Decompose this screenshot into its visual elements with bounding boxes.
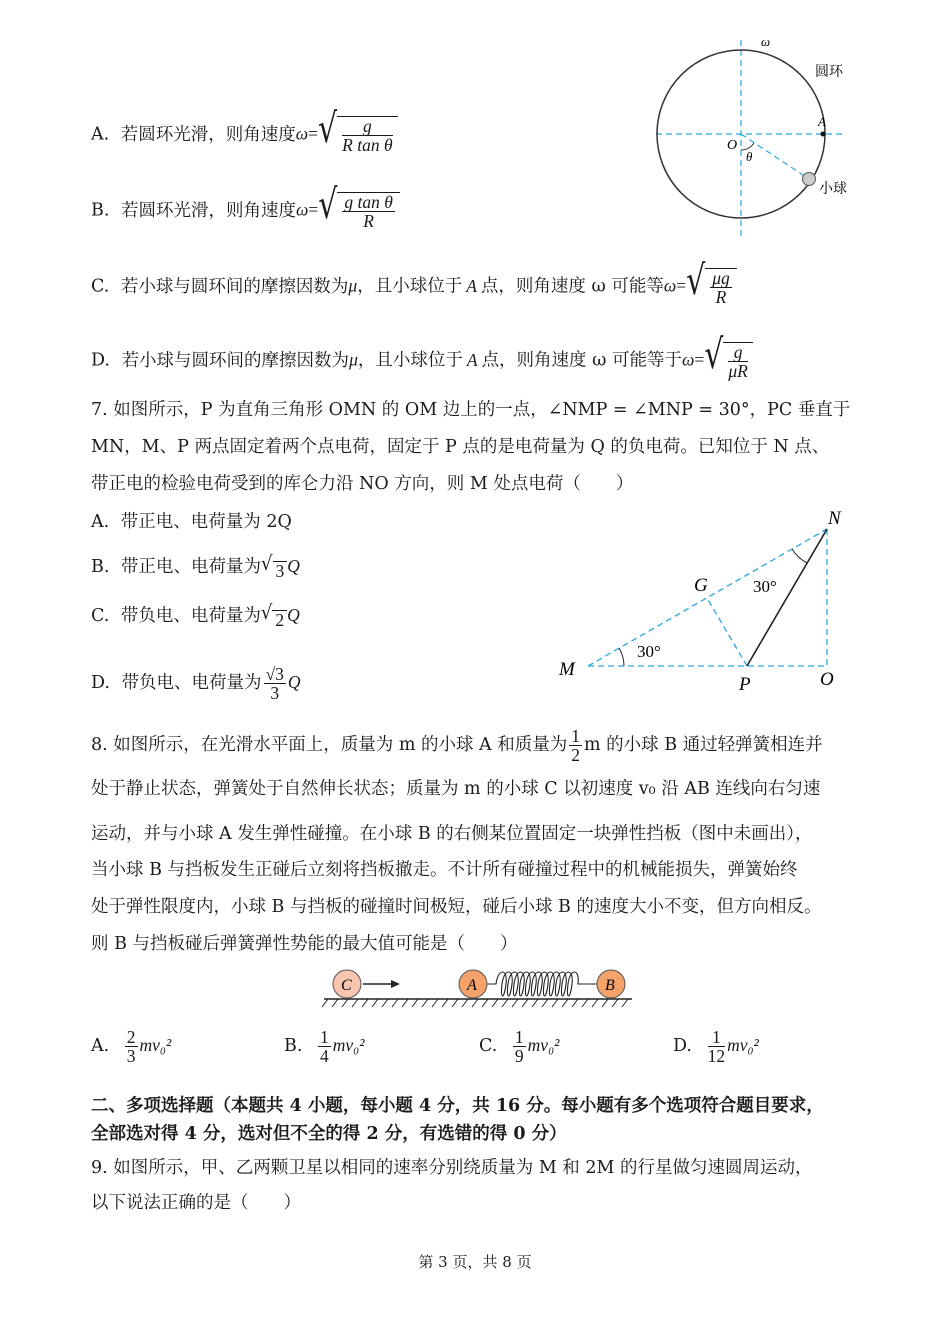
q8-line-1: 8. 如图所示，在光滑水平面上，质量为 m 的小球 A 和质量为 $\frac{1}{2}$ m 的小球 B 通过轻弹簧相连并	[91, 726, 823, 765]
ground-hatch	[322, 999, 628, 1007]
label-angle-n: 30°	[753, 577, 777, 596]
q8-option-d: D. $\frac{1}{12}$ mv₀²	[673, 1027, 759, 1066]
q8-option-a: A. $\frac{2}{3}$ mv₀²	[91, 1027, 172, 1066]
q6-option-c: C. 若小球与圆环间的摩擦因数为μ，且小球位于 A 点，则角速度 ω 可能等ω= √ $\frac{\mu g}{R}$	[91, 268, 737, 306]
label-g: G	[694, 575, 708, 596]
sqrt-expression: √ $\frac{\text{g tan θ}}{R}$	[318, 192, 400, 230]
q7-line-1: 7. 如图所示，P 为直角三角形 OMN 的 OM 边上的一点，∠NMP = ∠MNP = 30°，PC 垂直于	[91, 400, 851, 420]
angle-arc-n	[792, 549, 807, 563]
center-label: O	[727, 138, 738, 153]
q6-option-d: D. 若小球与圆环间的摩擦因数为μ，且小球位于 A 点，则角速度 ω 可能等于ω= √ $\frac{g}{\mu R}$	[91, 342, 753, 380]
theta-label: θ	[746, 149, 753, 164]
triangle-figure	[555, 505, 855, 695]
q7-option-b: B. 带正电、电荷量为 √ 3 Q	[91, 552, 300, 581]
ball-label: 小球	[819, 182, 847, 197]
q8-line-5: 处于弹性限度内，小球 B 与挡板的碰撞时间极短，碰后小球 B 的速度大小不变，但方向相反。	[91, 897, 822, 917]
q7-line-3: 带正电的检验电荷受到的库仑力沿 NO 方向，则 M 处点电荷（ ）	[91, 474, 634, 494]
q8-option-c: C. $\frac{1}{9}$ mv₀²	[479, 1027, 560, 1066]
q8-line-3: 运动，并与小球 A 发生弹性碰撞。在小球 B 的右侧某位置固定一块弹性挡板（图中未画出），	[91, 824, 813, 844]
label-n: N	[828, 508, 841, 529]
q6-option-b: B. 若圆环光滑，则角速度ω= √ $\frac{\text{g tan θ}}{R}$	[91, 192, 400, 230]
sqrt-expression: √ $\frac{g}{\mu R}$	[704, 342, 753, 380]
segment-np	[747, 529, 827, 666]
q7-option-d: D. 带负电、电荷量为 $\frac{√3}{3}$ Q	[91, 664, 301, 703]
q6-option-a: A. 若圆环光滑，则角速度ω= √ $\frac{g}{\text{R tan θ}}$	[91, 116, 398, 154]
q9-line-1: 9. 如图所示，甲、乙两颗卫星以相同的速率分别绕质量为 M 和 2M 的行星做匀速圆周运动，	[91, 1158, 813, 1178]
label-p: P	[739, 674, 751, 695]
ring-label: 圆环	[815, 65, 843, 80]
label-m: M	[559, 659, 575, 680]
spring-figure	[318, 964, 638, 1014]
q8-line-4: 当小球 B 与挡板发生正碰后立刻将挡板撤走。不计所有碰撞过程中的机械能损失，弹簧始终	[91, 860, 798, 880]
q7-option-c: C. 带负电、电荷量为 √ 2 Q	[91, 601, 300, 630]
q8-line-2: 处于静止状态，弹簧处于自然伸长状态；质量为 m 的小球 C 以初速度 v₀ 沿 AB 连线向右匀速	[91, 779, 821, 799]
top-label: ω	[761, 38, 771, 49]
q9-line-2: 以下说法正确的是（ ）	[91, 1193, 301, 1213]
point-a-label: A	[818, 114, 826, 129]
velocity-arrowhead	[391, 980, 400, 988]
sqrt-expression: √ $\frac{g}{\text{R tan θ}}$	[318, 116, 398, 154]
q8-line-6: 则 B 与挡板碰后弹簧弹性势能的最大值可能是（ ）	[91, 934, 518, 954]
segment-pg	[707, 598, 747, 666]
ball-c-label: C	[341, 977, 352, 994]
q7-line-2: MN，M、P 两点固定着两个点电荷，固定于 P 点的是电荷量为 Q 的负电荷。已知位于 N 点、	[91, 437, 830, 457]
label-o: O	[820, 669, 834, 690]
q8-option-b: B. $\frac{1}{4}$ mv₀²	[284, 1027, 365, 1066]
label-angle-m: 30°	[637, 642, 661, 661]
ball-b-label: B	[605, 977, 615, 994]
side-mn	[588, 529, 827, 666]
spring	[486, 972, 598, 996]
angle-arc-m	[619, 648, 624, 666]
page-footer: 第 3 页，共 8 页	[418, 1253, 532, 1271]
q7-option-a: A. 带正电、电荷量为 2Q	[91, 512, 292, 532]
small-ball	[803, 173, 816, 186]
ring-figure	[640, 38, 860, 243]
ball-a-label: A	[467, 977, 477, 994]
point-a-dot	[821, 132, 826, 137]
section-2-heading: 二、多项选择题（本题共 4 小题，每小题 4 分，共 16 分。每小题有多个选项符合题目要求，	[91, 1096, 824, 1116]
section-2-heading-cont: 全部选对得 4 分，选对但不全的得 2 分，有选错的得 0 分）	[91, 1124, 567, 1144]
sqrt-expression: √ $\frac{\mu g}{R}$	[686, 268, 737, 306]
